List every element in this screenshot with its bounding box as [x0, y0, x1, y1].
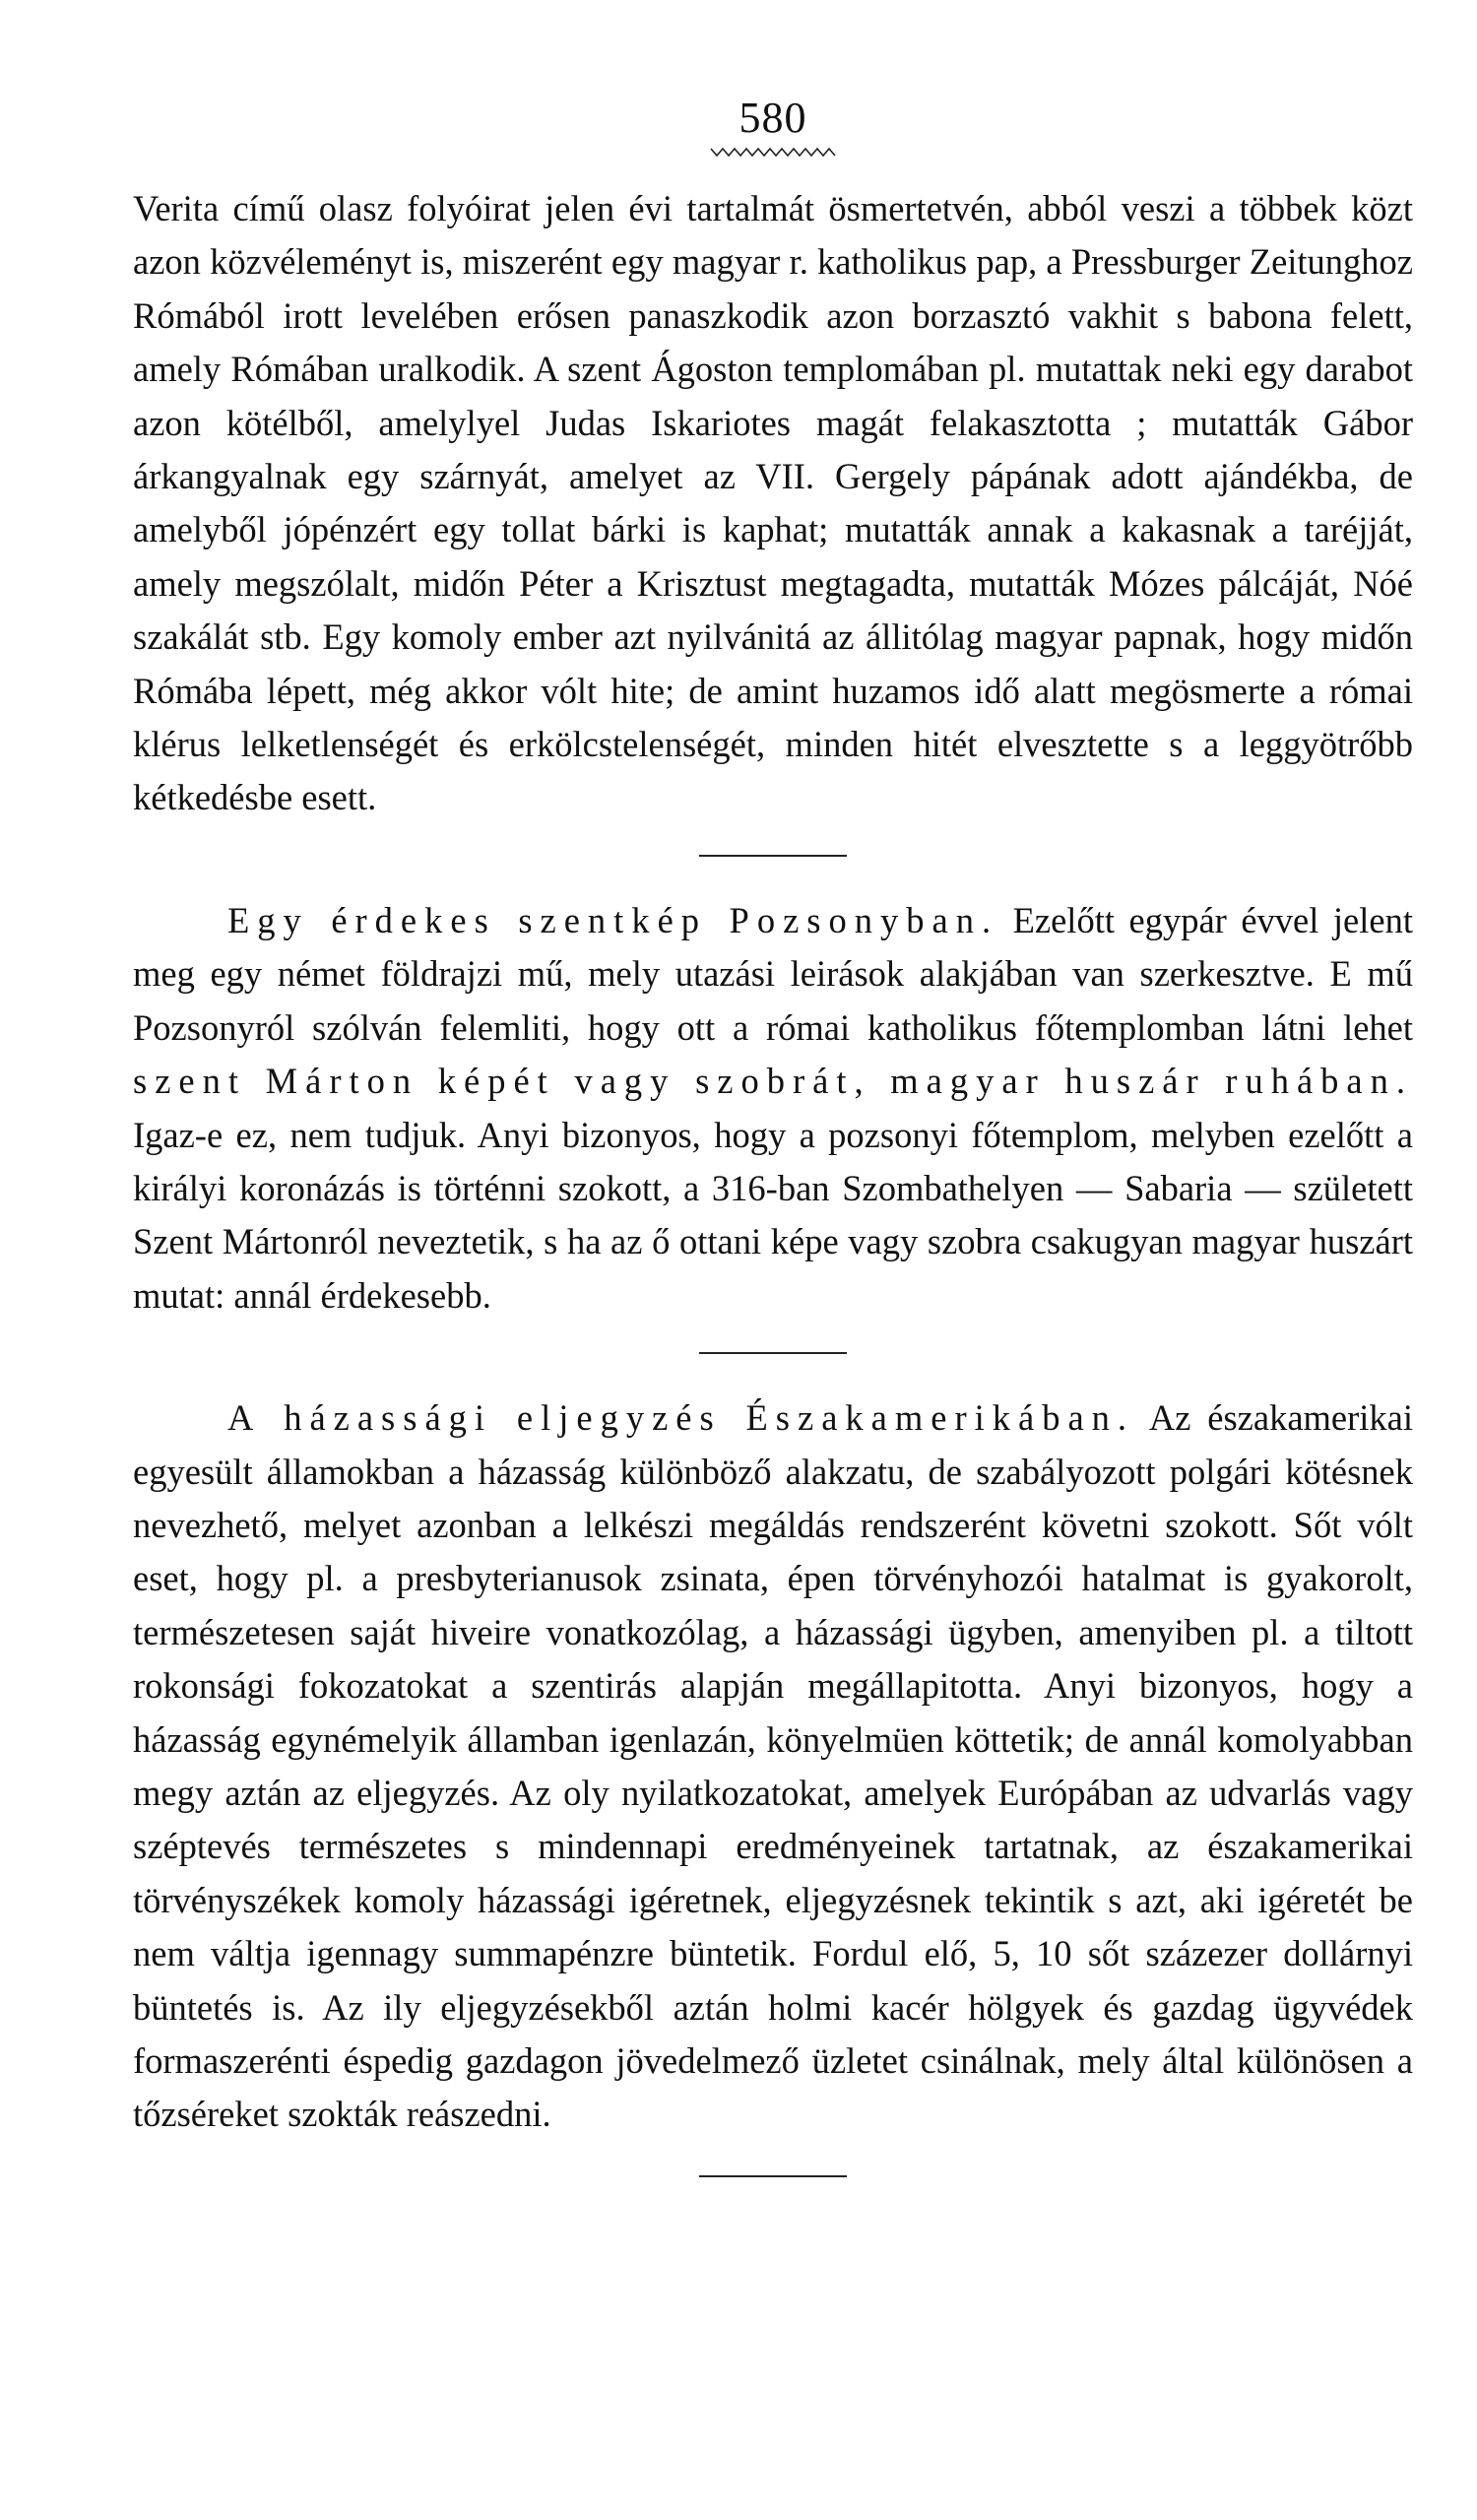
- paragraph-szentkep: [133, 894, 1413, 1323]
- page-number: 580: [738, 94, 807, 142]
- section-title-szentkep: Egy érdekes szentkép Pozsonyban.: [227, 899, 999, 940]
- section-title-eljegyzes: A házassági eljegyzés Északamerikában.: [227, 1397, 1135, 1439]
- paragraph-eljegyzes-text: Az északamerikai egyesült államokban a házasság különböző alakzatu, de szabályozott polgári kötésnek nevezhető, melyet azonban a lelkészi megáldás rendszerént követni szokott. Sőt vólt eset, hogy pl. a presbyterianusok zsinata, épen törvényhozói hatalmat is gyakorolt, természetesen saját hiveire vonatkozólag, a házassági ügyben, amenyiben pl. a tiltott rokonsági fokozatokat a szentirás alapján megállapitotta. Anyi bizonyos, hogy a házasság egynémelyik államban igenlazán, könyelmüen köttetik; de annál komolyabban megy aztán az eljegyzés. Az oly nyilatkozatokat, amelyek Európában az udvarlás vagy széptevés természetes s mindennapi eredményeinek tartatnak, az északamerikai törvényszékek komoly házassági igéretnek, eljegyzésnek tekintik s azt, aki igéretét be nem váltja igennagy summapénzre büntetik. Fordul elő, 5, 10 sőt százezer dollárnyi büntetés is. Az ily eljegyzésekből aztán holmi kacér hölgyek és gazdag ügyvédek formaszerénti éspedig gazdagon jövedelmező üzletet csinálnak, mely által különösen a tőzséreket szokták reászedni.: [133, 1397, 1413, 2135]
- end-divider: [699, 2175, 847, 2177]
- paragraph-szentkep-text-b: Igaz-e ez, nem tudjuk. Anyi bizonyos, hogy a pozsonyi főtemplom, melyben ezelőtt a királyi koronázás is történni szokott, a 316-ban Szombathelyen — Sabaria — született Szent Mártonról neveztetik, s ha az ő ottani képe vagy szobra csakugyan magyar huszárt mutat: annál érdekesebb.: [133, 1114, 1413, 1316]
- paragraph-verita: Verita című olasz folyóirat jelen évi tartalmát ösmertetvén, abból veszi a többek közt azon közvéleményt is, miszerént egy magyar r. katholikus pap, a Pressburger Zeitunghoz Rómából irott levelében erősen panaszkodik azon borzasztó vakhit s babona felett, amely Rómában uralkodik. A szent Ágoston templomában pl. mutattak neki egy darabot azon kötélből, amelylyel Judas Iskariotes magát felakasztotta ; mutatták Gábor árkangyalnak egy szárnyát, amelyet az VII. Gergely pápának adott ajándékba, de amelyből jópénzért egy tollat bárki is kaphat; mutatták annak a kakasnak a taréjját, amely megszólalt, midőn Péter a Krisztust megtagadta, mutatták Mózes pálcáját, Nóé szakálát stb. Egy komoly ember azt nyilvánitá az állitólag magyar papnak, hogy midőn Rómába lépett, még akkor vólt hite; de amint huzamos idő alatt megösmerte a római klérus lelketlenségét és erkölcstelenségét, minden hitét elvesztette s a leggyötrőbb kétkedésbe esett.: [133, 188, 1413, 818]
- wavy-ornament: [709, 145, 837, 159]
- page: [133, 94, 1413, 2215]
- paragraph-szentkep-text-a: Ezelőtt egypár évvel jelent meg egy német földrajzi mű, mely utazási leirások alakjában van szerkesztve. E mű Pozsonyról szólván felemliti, hogy ott a római katholikus főtemplomban látni lehet: [133, 899, 1413, 1048]
- paragraph-szentkep-emphasis: szent Márton képét vagy szobrát, magyar huszár ruhában.: [133, 1061, 1413, 1102]
- section-divider: [699, 1352, 847, 1354]
- paragraph-eljegyzes: [133, 1391, 1413, 2142]
- section-divider: [699, 855, 847, 857]
